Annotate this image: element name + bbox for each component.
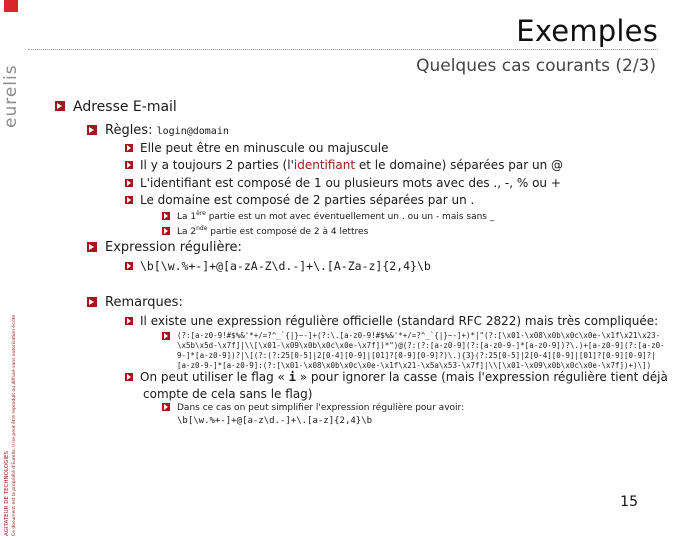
svg-text:eurelis: eurelis <box>1 64 21 128</box>
bullet-arrow-icon <box>125 196 133 204</box>
bullet-arrow-icon <box>125 144 133 152</box>
remarque-item-1: Il existe une expression régulière officielle (standard RFC 2822) mais très compliquée: <box>125 314 658 328</box>
bullet-arrow-icon <box>162 212 170 220</box>
regle-subitem-2: La 2nde partie est composé de 2 à 4 lettres <box>162 225 368 237</box>
bullet-arrow-icon <box>87 242 97 252</box>
slide-subtitle: Quelques cas courants (2/3) <box>416 56 656 76</box>
regex-text: \b[\w.%+-]+@[a-zA-Z\d.-]+\.[A-Za-z]{2,4}\b <box>140 259 431 273</box>
expression-heading: Expression régulière: <box>87 240 242 255</box>
brand-tagline-vertical <box>0 270 22 538</box>
regle-item-3: L'identifiant est composé de 1 ou plusieurs mots avec des ., -, % ou + <box>125 176 561 190</box>
regle-subitem-1: La 1ère partie est un mot avec éventuellement un . ou un - mais sans _ <box>162 210 494 222</box>
remarques-heading: Remarques: <box>87 295 183 310</box>
bullet-arrow-icon <box>162 227 170 235</box>
simplified-regex: \b[\w.%+-]+@[a-z\d.-]+\.[a-z]{2,4}\b <box>177 416 373 426</box>
regle-item-2: Il y a toujours 2 parties (l'identifiant et le domaine) séparées par un @ <box>125 158 563 172</box>
eurelis-logo <box>1 30 21 130</box>
bullet-arrow-icon <box>55 101 65 111</box>
expression-regex-line <box>125 259 431 273</box>
logo-corner-mark <box>4 0 18 12</box>
bullet-arrow-icon <box>125 317 133 325</box>
heading-email: Adresse E-mail <box>55 99 177 115</box>
rfc-regex-line <box>162 331 667 371</box>
svg-text:AGITATEUR DE TECHNOLOGIES: AGITATEUR DE TECHNOLOGIES <box>4 450 10 536</box>
regle-item-1: Elle peut être en minuscule ou majuscule <box>125 141 388 155</box>
bullet-arrow-icon <box>87 297 97 307</box>
remarque-item-2-cont: compte de cela sans le flag) <box>143 387 313 401</box>
bullet-arrow-icon <box>125 262 133 270</box>
remarque-subitem: Dans ce cas on peut simplifier l'expression régulière pour avoir: <box>162 403 464 413</box>
brand-sidebar <box>0 0 26 540</box>
svg-text:Ce document est la propriété d: Ce document est la propriété d'Eurelis. Il ne peut être reproduit ou diffusé sans autorisation écrite <box>12 314 17 536</box>
bullet-arrow-icon <box>125 161 133 169</box>
remarque-item-2: On peut utiliser le flag « i » pour ignorer la casse (mais l'expression régulière tient déjà <box>125 370 668 384</box>
regles-heading: Règles: login@domain <box>87 123 229 138</box>
page-number: 15 <box>620 494 638 510</box>
bullet-arrow-icon <box>162 403 170 411</box>
regle-item-4: Le domaine est composé de 2 parties séparées par un . <box>125 193 474 207</box>
rfc-regex-text: (?:[a-z0-9!#$%&'*+/=?^_`{|}~-]+(?:\.[a-z0-9!#$%&'*+/=?^_`{|}~-]+)*|"(?:[\x01-\x08\x0b\x0c\x0e-\x1f\x21\x23-\x5b\x5d-\x7f]|\\[\x01-\x09\x0b\x0c\x0e-\x7f])*")@(?:(?:[a-z0-9](?:[a-z0-9-]*[a-z0-9])?\.)+[a-z0-9](?:[a-z0-9-]*[a-z0-9])?|\[(?:(?:25[0-5]|2[0-4][0-9]|[01]?[0-9][0-9]?)\.){3}(?:25[0-5]|2[0-4][0-9]|[01]?[0-9][0-9]?|[a-z0-9-]*[a-z0-9]:(?:[\x01-\x08\x0b\x0c\x0e-\x1f\x21-\x5a\x53-\x7f]|\\[\x01-\x09\x0b\x0c\x0e-\x7f])+)\]) <box>177 331 665 370</box>
regles-code: login@domain <box>156 126 229 137</box>
flag-i: i <box>288 370 296 384</box>
slide-title: Exemples <box>516 14 658 48</box>
title-divider <box>28 49 658 50</box>
bullet-arrow-icon <box>125 179 133 187</box>
identifiant-highlight: identifiant <box>293 158 356 172</box>
bullet-arrow-icon <box>125 373 133 381</box>
bullet-arrow-icon <box>87 125 97 135</box>
bullet-arrow-icon <box>162 332 170 340</box>
